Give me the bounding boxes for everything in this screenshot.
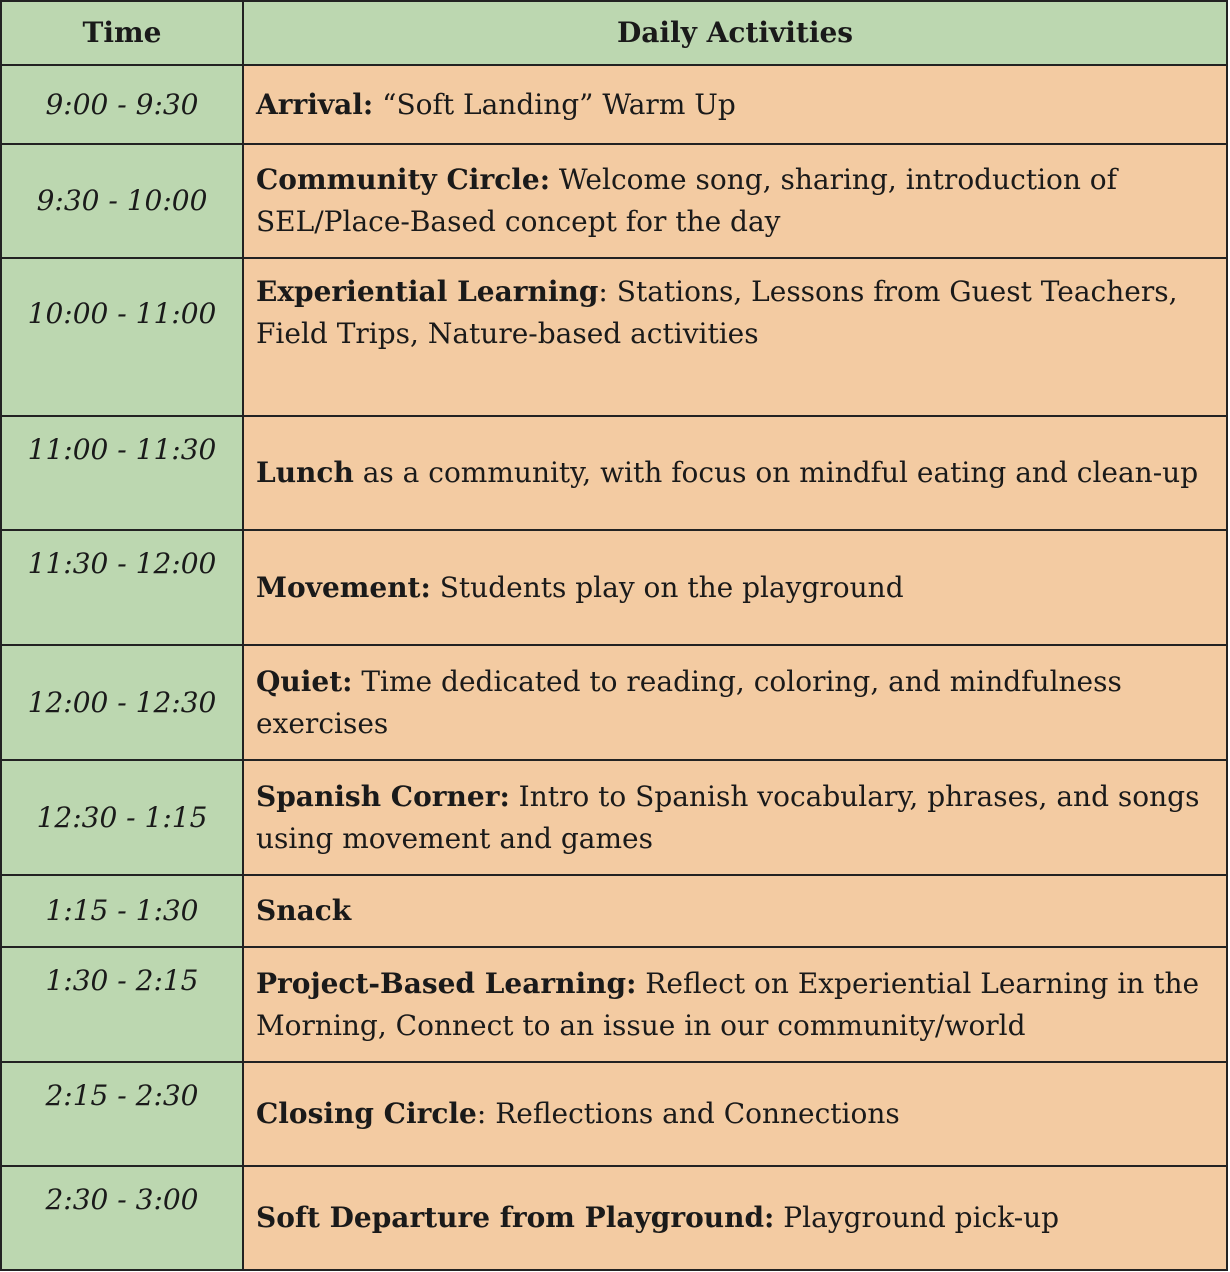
activity-cell <box>243 645 1227 760</box>
table-row <box>1 530 1227 645</box>
activity-label: Spanish Corner: <box>256 779 510 813</box>
time-cell: 12:30 - 1:15 <box>1 760 243 875</box>
header-row <box>1 1 1227 65</box>
table-row <box>1 416 1227 530</box>
activity-label: Experiential Learning <box>256 275 599 308</box>
activity-cell <box>243 144 1227 258</box>
time-column-header: Time <box>1 1 243 65</box>
activity-cell <box>243 258 1227 416</box>
time-cell: 2:15 - 2:30 <box>1 1062 243 1166</box>
table-row <box>1 947 1227 1062</box>
activity-cell <box>243 947 1227 1062</box>
time-cell: 12:00 - 12:30 <box>1 645 243 760</box>
activity-text: : Stations, Lessons from Guest Teachers, Field Trips, Nature-based activities <box>256 275 1178 350</box>
activity-cell <box>243 760 1227 875</box>
activity-cell <box>243 1166 1227 1270</box>
activity-text: Intro to Spanish vocabulary, phrases, and songs using movement and games <box>256 779 1200 855</box>
activity-cell <box>243 530 1227 645</box>
activity-text: Students play on the playground <box>430 570 904 604</box>
activity-label: Movement: <box>256 570 431 604</box>
activity-cell <box>243 1062 1227 1166</box>
activity-label: Community Circle: <box>256 163 551 196</box>
activity-text: : Reflections and Connections <box>476 1097 900 1130</box>
table-row <box>1 144 1227 258</box>
table-row <box>1 760 1227 875</box>
activity-cell <box>243 875 1227 947</box>
activity-text: Welcome song, sharing, introduction of SEL/Place-Based concept for the day <box>256 163 1118 238</box>
activity-text: Time dedicated to reading, coloring, and mindfulness exercises <box>256 664 1122 740</box>
activity-text: Reflect on Experiential Learning in the Morning, Connect to an issue in our community/world <box>256 966 1200 1042</box>
table-row <box>1 1166 1227 1270</box>
table-row <box>1 875 1227 947</box>
time-cell: 11:30 - 12:00 <box>1 530 243 645</box>
activity-cell <box>243 65 1227 144</box>
activities-column-header: Daily Activities <box>243 1 1227 65</box>
activity-label: Project-Based Learning: <box>256 966 637 1000</box>
table-row <box>1 65 1227 144</box>
time-cell: 1:30 - 2:15 <box>1 947 243 1062</box>
time-cell: 9:00 - 9:30 <box>1 65 243 144</box>
activity-label: Snack <box>256 894 352 927</box>
time-cell: 11:00 - 11:30 <box>1 416 243 530</box>
activity-text: Playground pick-up <box>774 1201 1060 1234</box>
time-cell: 2:30 - 3:00 <box>1 1166 243 1270</box>
time-cell: 9:30 - 10:00 <box>1 144 243 258</box>
time-cell: 10:00 - 11:00 <box>1 258 243 416</box>
time-cell: 1:15 - 1:30 <box>1 875 243 947</box>
activity-text: “Soft Landing” Warm Up <box>373 87 736 121</box>
activity-label: Lunch <box>256 456 354 489</box>
activity-text: as a community, with focus on mindful eating and clean-up <box>353 456 1199 489</box>
table-row <box>1 258 1227 416</box>
activity-label: Closing Circle <box>256 1097 477 1130</box>
table-row <box>1 645 1227 760</box>
activity-label: Quiet: <box>256 664 353 698</box>
table-row <box>1 1062 1227 1166</box>
activity-label: Arrival: <box>256 87 374 121</box>
activity-cell <box>243 416 1227 530</box>
activity-label: Soft Departure from Playground: <box>256 1201 775 1234</box>
